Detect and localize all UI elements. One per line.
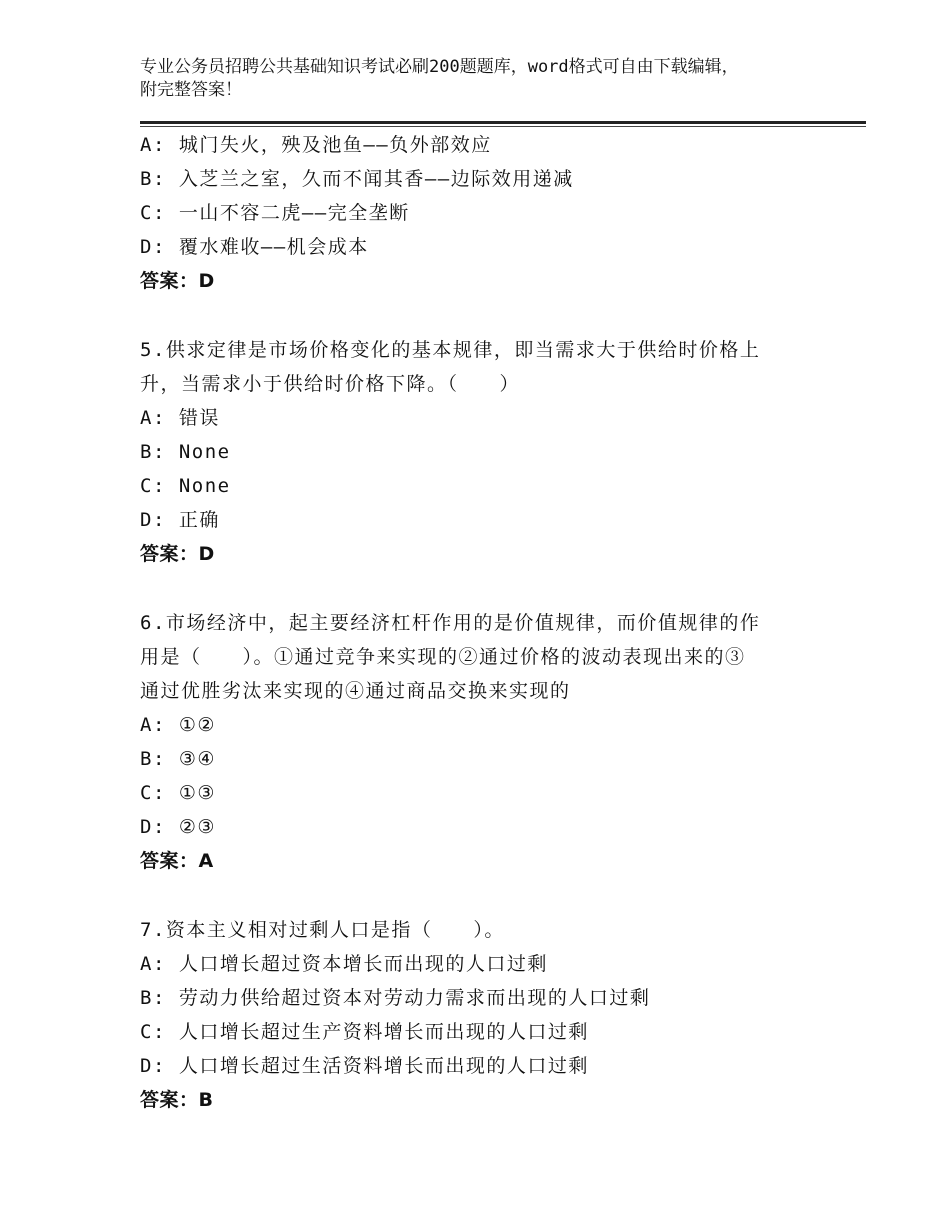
- q5-option-d: D: 正确: [140, 509, 220, 531]
- spacer: [140, 878, 820, 913]
- header-line-2: 附完整答案！: [140, 80, 242, 100]
- question-4-block: [140, 128, 820, 298]
- spacer: [140, 571, 820, 606]
- header-line-1: 专业公务员招聘公共基础知识考试必刷200题题库，word格式可自由下载编辑，: [140, 57, 739, 77]
- q4-answer: 答案：D: [140, 270, 215, 292]
- q4-option-d: D: 覆水难收——机会成本: [140, 236, 369, 258]
- spacer: [140, 298, 820, 333]
- question-5-block: [140, 333, 820, 571]
- q5-stem-line-1: 5.供求定律是市场价格变化的基本规律，即当需求大于供给时价格上: [140, 339, 761, 361]
- question-6-block: [140, 606, 820, 878]
- q4-option-b: B: 入芝兰之室，久而不闻其香——边际效用递减: [140, 168, 574, 190]
- header-divider-thick: [140, 121, 866, 124]
- q6-option-b: B: ③④: [140, 748, 216, 770]
- q6-stem-line-1: 6.市场经济中，起主要经济杠杆作用的是价值规律，而价值规律的作: [140, 612, 761, 634]
- q4-option-c: C: 一山不容二虎——完全垄断: [140, 202, 410, 224]
- q5-option-c: C: None: [140, 475, 231, 497]
- q7-option-d: D: 人口增长超过生活资料增长而出现的人口过剩: [140, 1055, 589, 1077]
- q5-stem-line-2: 升，当需求小于供给时价格下降。（ ）: [140, 373, 521, 395]
- q6-option-c: C: ①③: [140, 782, 216, 804]
- q7-option-a: A: 人口增长超过资本增长而出现的人口过剩: [140, 953, 548, 975]
- q5-option-a: A: 错误: [140, 407, 220, 429]
- q7-option-c: C: 人口增长超过生产资料增长而出现的人口过剩: [140, 1021, 589, 1043]
- q7-answer: 答案：B: [140, 1089, 214, 1111]
- q6-stem-line-2: 用是（ ）。①通过竞争来实现的②通过价格的波动表现出来的③: [140, 646, 746, 668]
- question-list: [140, 128, 820, 1117]
- q7-option-b: B: 劳动力供给超过资本对劳动力需求而出现的人口过剩: [140, 987, 651, 1009]
- question-7-block: [140, 913, 820, 1117]
- q6-stem-line-3: 通过优胜劣汰来实现的④通过商品交换来实现的: [140, 680, 571, 702]
- q5-answer: 答案：D: [140, 543, 215, 565]
- q6-option-a: A: ①②: [140, 714, 216, 736]
- q4-option-a: A: 城门失火，殃及池鱼——负外部效应: [140, 134, 492, 156]
- q5-option-b: B: None: [140, 441, 231, 463]
- q6-answer: 答案：A: [140, 850, 214, 872]
- document-header: [140, 56, 840, 102]
- header-divider-thin: [140, 126, 866, 127]
- q7-stem-line-1: 7.资本主义相对过剩人口是指（ ）。: [140, 919, 505, 941]
- q6-option-d: D: ②③: [140, 816, 216, 838]
